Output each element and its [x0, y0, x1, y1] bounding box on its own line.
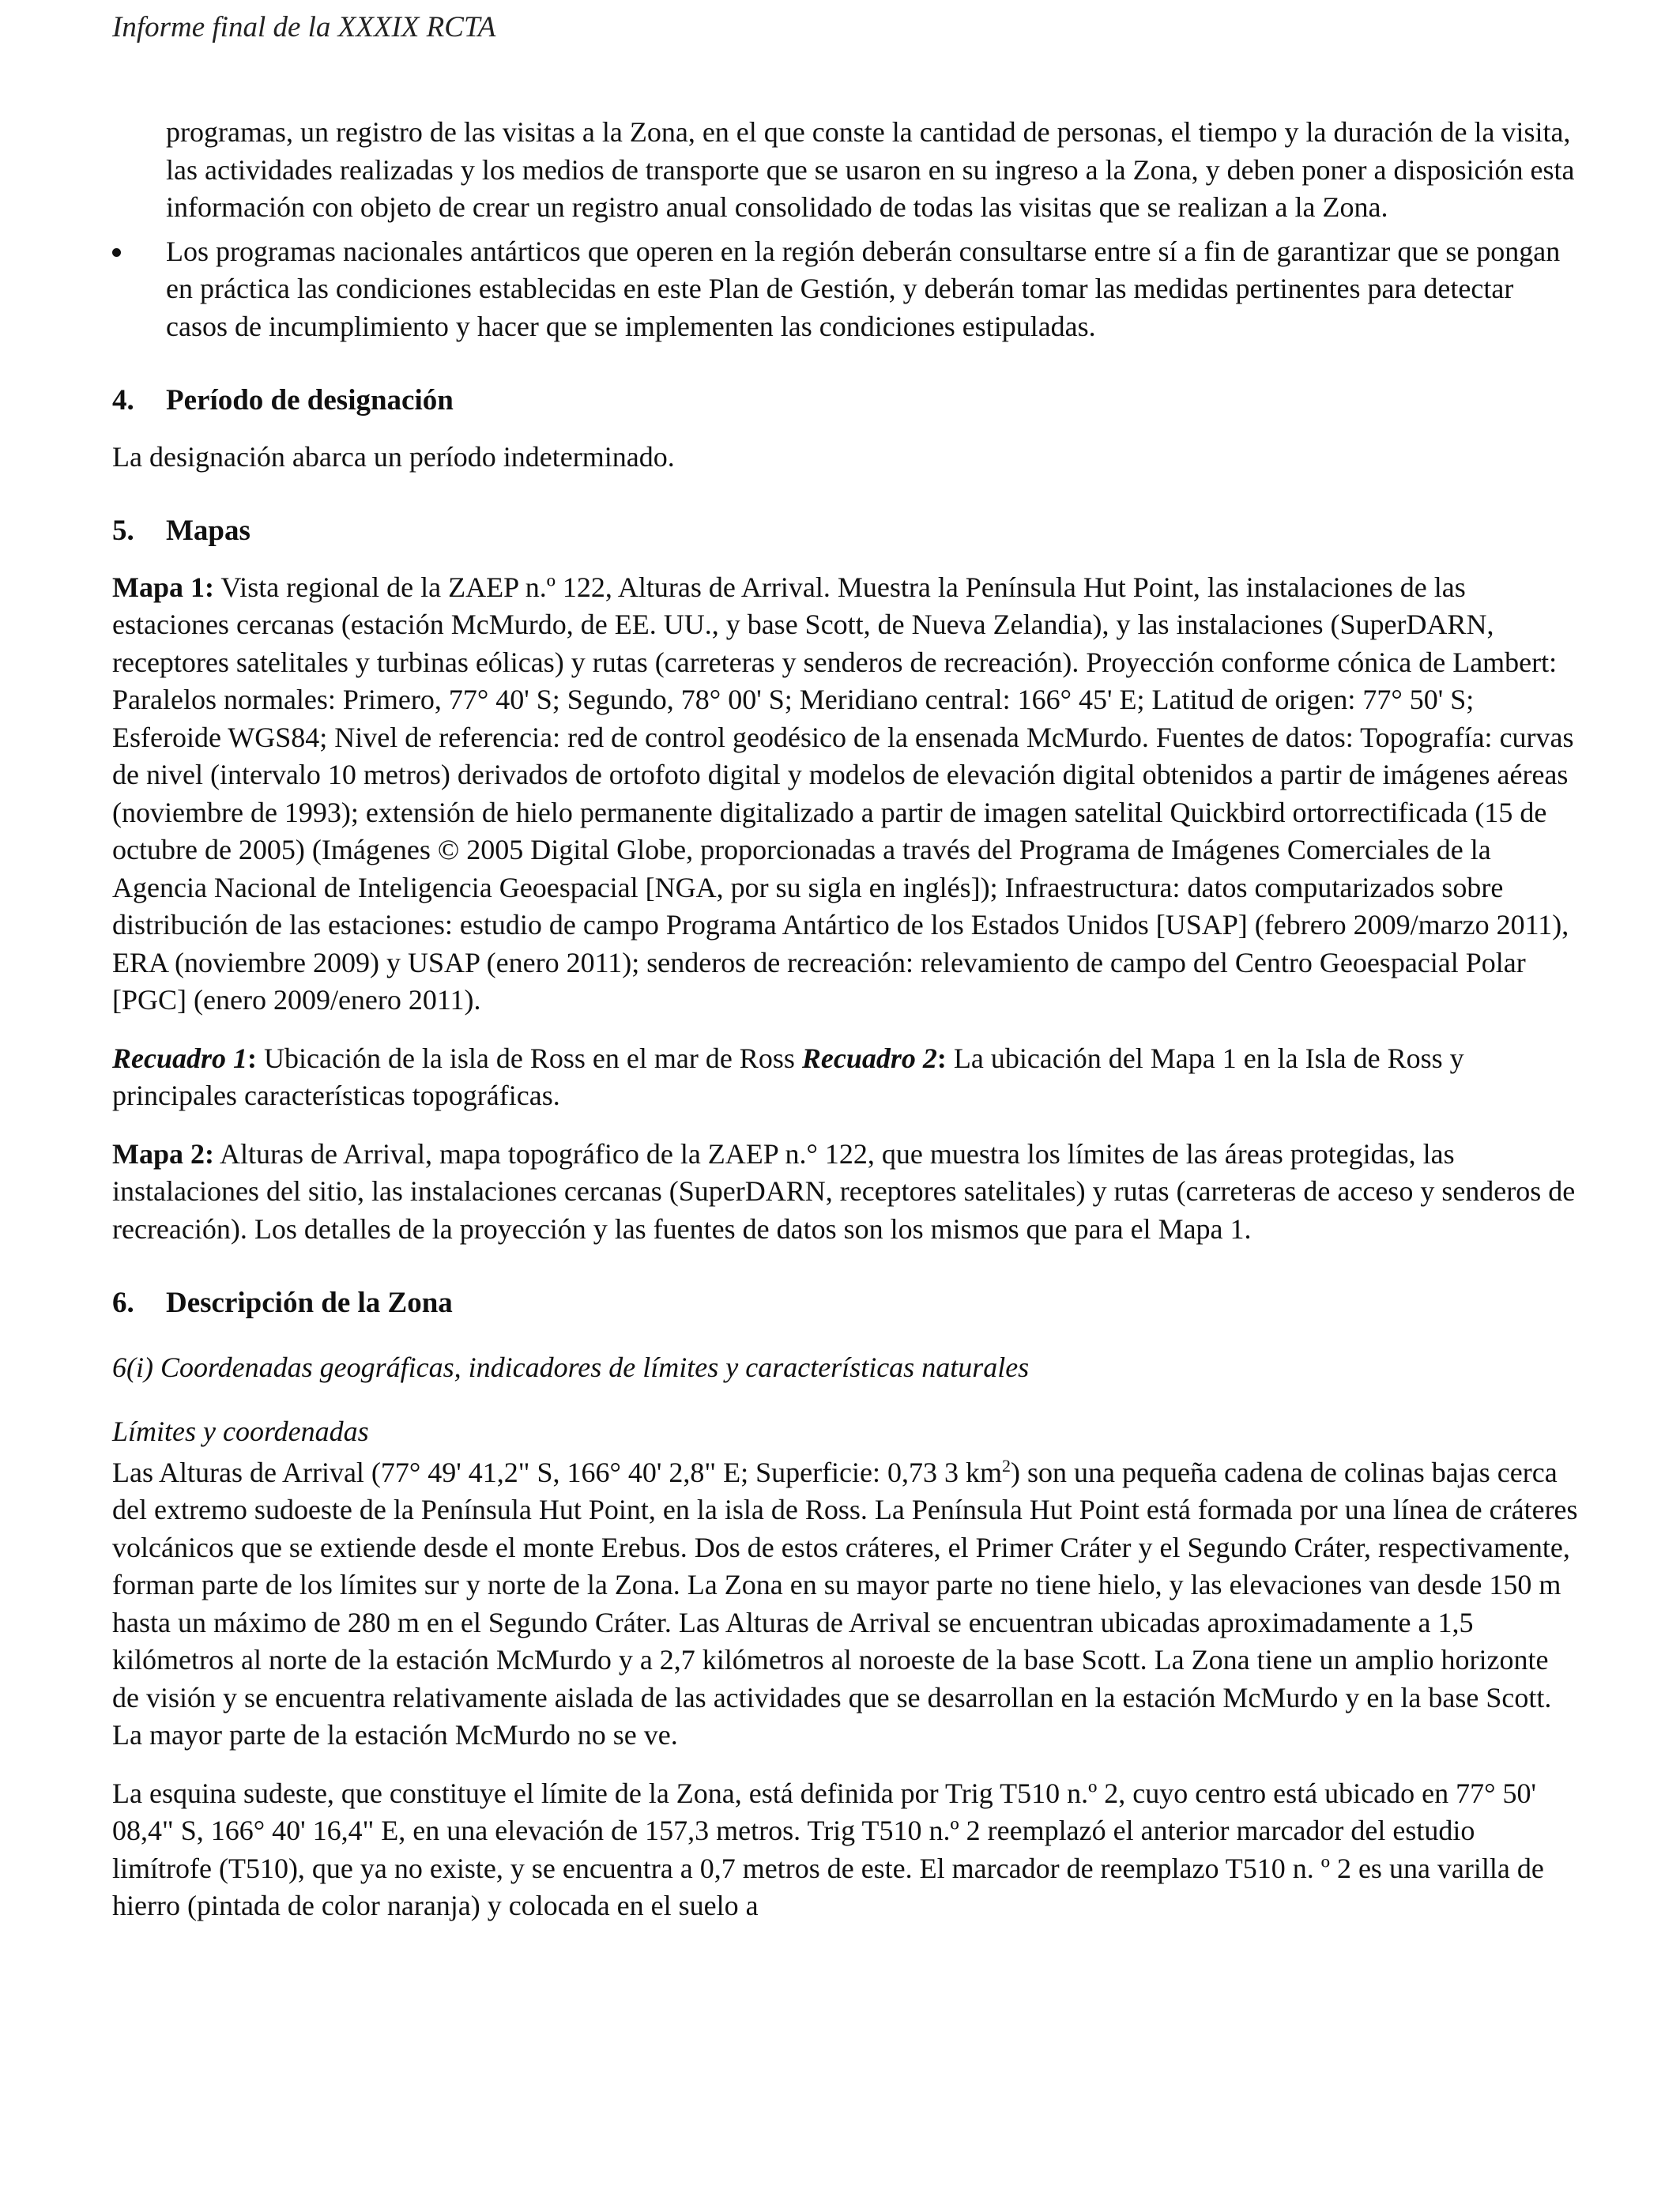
continued-paragraph: programas, un registro de las visitas a la Zona, en el que conste la cantidad de personas, el tiempo y la duración de la visita, las actividades realizadas y los medios de transporte que se usaron en su ingreso a la Zona, y deben poner a disposición esta información con objeto de crear un registro anual consolidado de todas las visitas que se realizan a la Zona.: [166, 116, 1575, 223]
limits-p1-text-a: Las Alturas de Arrival (77° 49' 41,2" S, 166° 40' 2,8" E; Superficie: 0,73 3 km: [112, 1456, 1003, 1488]
document-body: [112, 114, 1578, 1925]
insets-description: [112, 1040, 1578, 1115]
bullet-dot-icon: [112, 248, 121, 257]
inset-2-colon: :: [936, 1042, 947, 1074]
map-1-label: Mapa 1:: [112, 571, 214, 603]
inset-1-colon: :: [247, 1042, 257, 1074]
inset-1-label: Recuadro 1: [112, 1042, 247, 1074]
section-title: Descripción de la Zona: [166, 1287, 453, 1319]
bullet-text: Los programas nacionales antárticos que operen en la región deberán consultarse entre sí a fin de garantizar que se pongan en práctica las condiciones establecidas en este Plan de Gestión, y deberán tomar las medidas pertinentes para detectar casos de incumplimiento y hacer que se implementen las condiciones estipuladas.: [166, 235, 1561, 342]
inset-1-text: Ubicación de la isla de Ross en el mar de Ross: [257, 1042, 802, 1074]
running-header: Informe final de la XXXIX RCTA: [112, 11, 496, 43]
limits-p1-text-b: ) son una pequeña cadena de colinas bajas cerca del extremo sudoeste de la Península Hut Point, en la isla de Ross. La Península Hut Point está formada por una línea de cráteres volcánicos que se extiende desde el monte Erebus. Dos de estos cráteres, el Primer Cráter y el Segundo Cráter, respectivamente, forman parte de los límites sur y norte de la Zona. La Zona en su mayor parte no tiene hielo, y las elevaciones van desde 150 m hasta un máximo de 280 m en el Segundo Cráter. Las Alturas de Arrival se encuentran ubicadas aproximadamente a 1,5 kilómetros al norte de la estación McMurdo y a 2,7 kilómetros al noroeste de la base Scott. La Zona tiene un amplio horizonte de visión y se encuentra relativamente aislada de las actividades que se desarrollan en la estación McMurdo y en la base Scott. La mayor parte de la estación McMurdo no se ve.: [112, 1456, 1578, 1751]
section-heading-5: [112, 512, 1578, 550]
map-2-description: [112, 1136, 1578, 1249]
section-number: 4.: [112, 384, 134, 417]
map-1-text: Vista regional de la ZAEP n.º 122, Alturas de Arrival. Muestra la Península Hut Point, las instalaciones de las estaciones cercanas (estación McMurdo, de EE. UU., y base Scott, de Nueva Zelandia), y las instalaciones (SuperDARN, receptores satelitales y turbinas eólicas) y rutas (carreteras y senderos de recreación). Proyección conforme cónica de Lambert: Paralelos normales: Primero, 77° 40' S; Segundo, 78° 00' S; Meridiano central: 166° 45' E; Latitud de origen: 77° 50' S; Esferoide WGS84; Nivel de referencia: red de control geodésico de la ensenada McMurdo. Fuentes de datos: Topografía: curvas de nivel (intervalo 10 metros) derivados de ortofoto digital y modelos de elevación digital obtenidos a partir de imágenes aéreas (noviembre de 1993); extensión de hielo permanente digitalizado a partir de imagen satelital Quickbird ortorrectificada (15 de octubre de 2005) (Imágenes © 2005 Digital Globe, proporcionadas a través del Programa de Imágenes Comerciales de la Agencia Nacional de Inteligencia Geoespacial [NGA, por su sigla en inglés]); Infraestructura: datos computarizados sobre distribución de las estaciones: estudio de campo Programa Antártico de los Estados Unidos [USAP] (febrero 2009/marzo 2011), ERA (noviembre 2009) y USAP (enero 2011); senderos de recreación: relevamiento de campo del Centro Geoespacial Polar [PGC] (enero 2009/enero 2011).: [112, 571, 1574, 1016]
superscript: 2: [1002, 1455, 1011, 1476]
section-heading-4: [112, 382, 1578, 420]
inset-2-label: Recuadro 2: [801, 1042, 937, 1074]
map-1-description: [112, 569, 1578, 1020]
limits-heading: Límites y coordenadas: [112, 1416, 369, 1447]
limits-paragraph-1: [112, 1454, 1578, 1755]
map-2-text: Alturas de Arrival, mapa topográfico de la ZAEP n.° 122, que muestra los límites de las áreas protegidas, las instalaciones del sitio, las instalaciones cercanas (SuperDARN, receptores satelitales) y rutas (carreteras de acceso y senderos de recreación). Los detalles de la proyección y las fuentes de datos son los mismos que para el Mapa 1.: [112, 1137, 1576, 1245]
inset-2-text: La ubicación del Mapa 1 en la Isla de Ross y principales características topográficas.: [112, 1042, 1464, 1111]
map-2-label: Mapa 2:: [112, 1137, 214, 1170]
section-title: Mapas: [166, 515, 250, 547]
section-4-body: La designación abarca un período indeterminado.: [112, 440, 675, 473]
section-number: 5.: [112, 515, 134, 547]
section-number: 6.: [112, 1287, 134, 1319]
section-title: Período de designación: [166, 384, 454, 417]
section-heading-6: [112, 1284, 1578, 1322]
limits-paragraph-2: La esquina sudeste, que constituye el límite de la Zona, está definida por Trig T510 n.º 2, cuyo centro está ubicado en 77° 50' 08,4" S, 166° 40' 16,4" E, en una elevación de 157,3 metros. Trig T510 n.º 2 reemplazó el anterior marcador del estudio limítrofe (T510), que ya no existe, y se encuentra a 0,7 metros de este. El marcador de reemplazo T510 n. º 2 es una varilla de hierro (pintada de color naranja) y colocada en el suelo a: [112, 1777, 1544, 1921]
bullet-item: [166, 233, 1578, 346]
subsection-heading: 6(i) Coordenadas geográficas, indicadores de límites y características naturales: [112, 1351, 1030, 1383]
